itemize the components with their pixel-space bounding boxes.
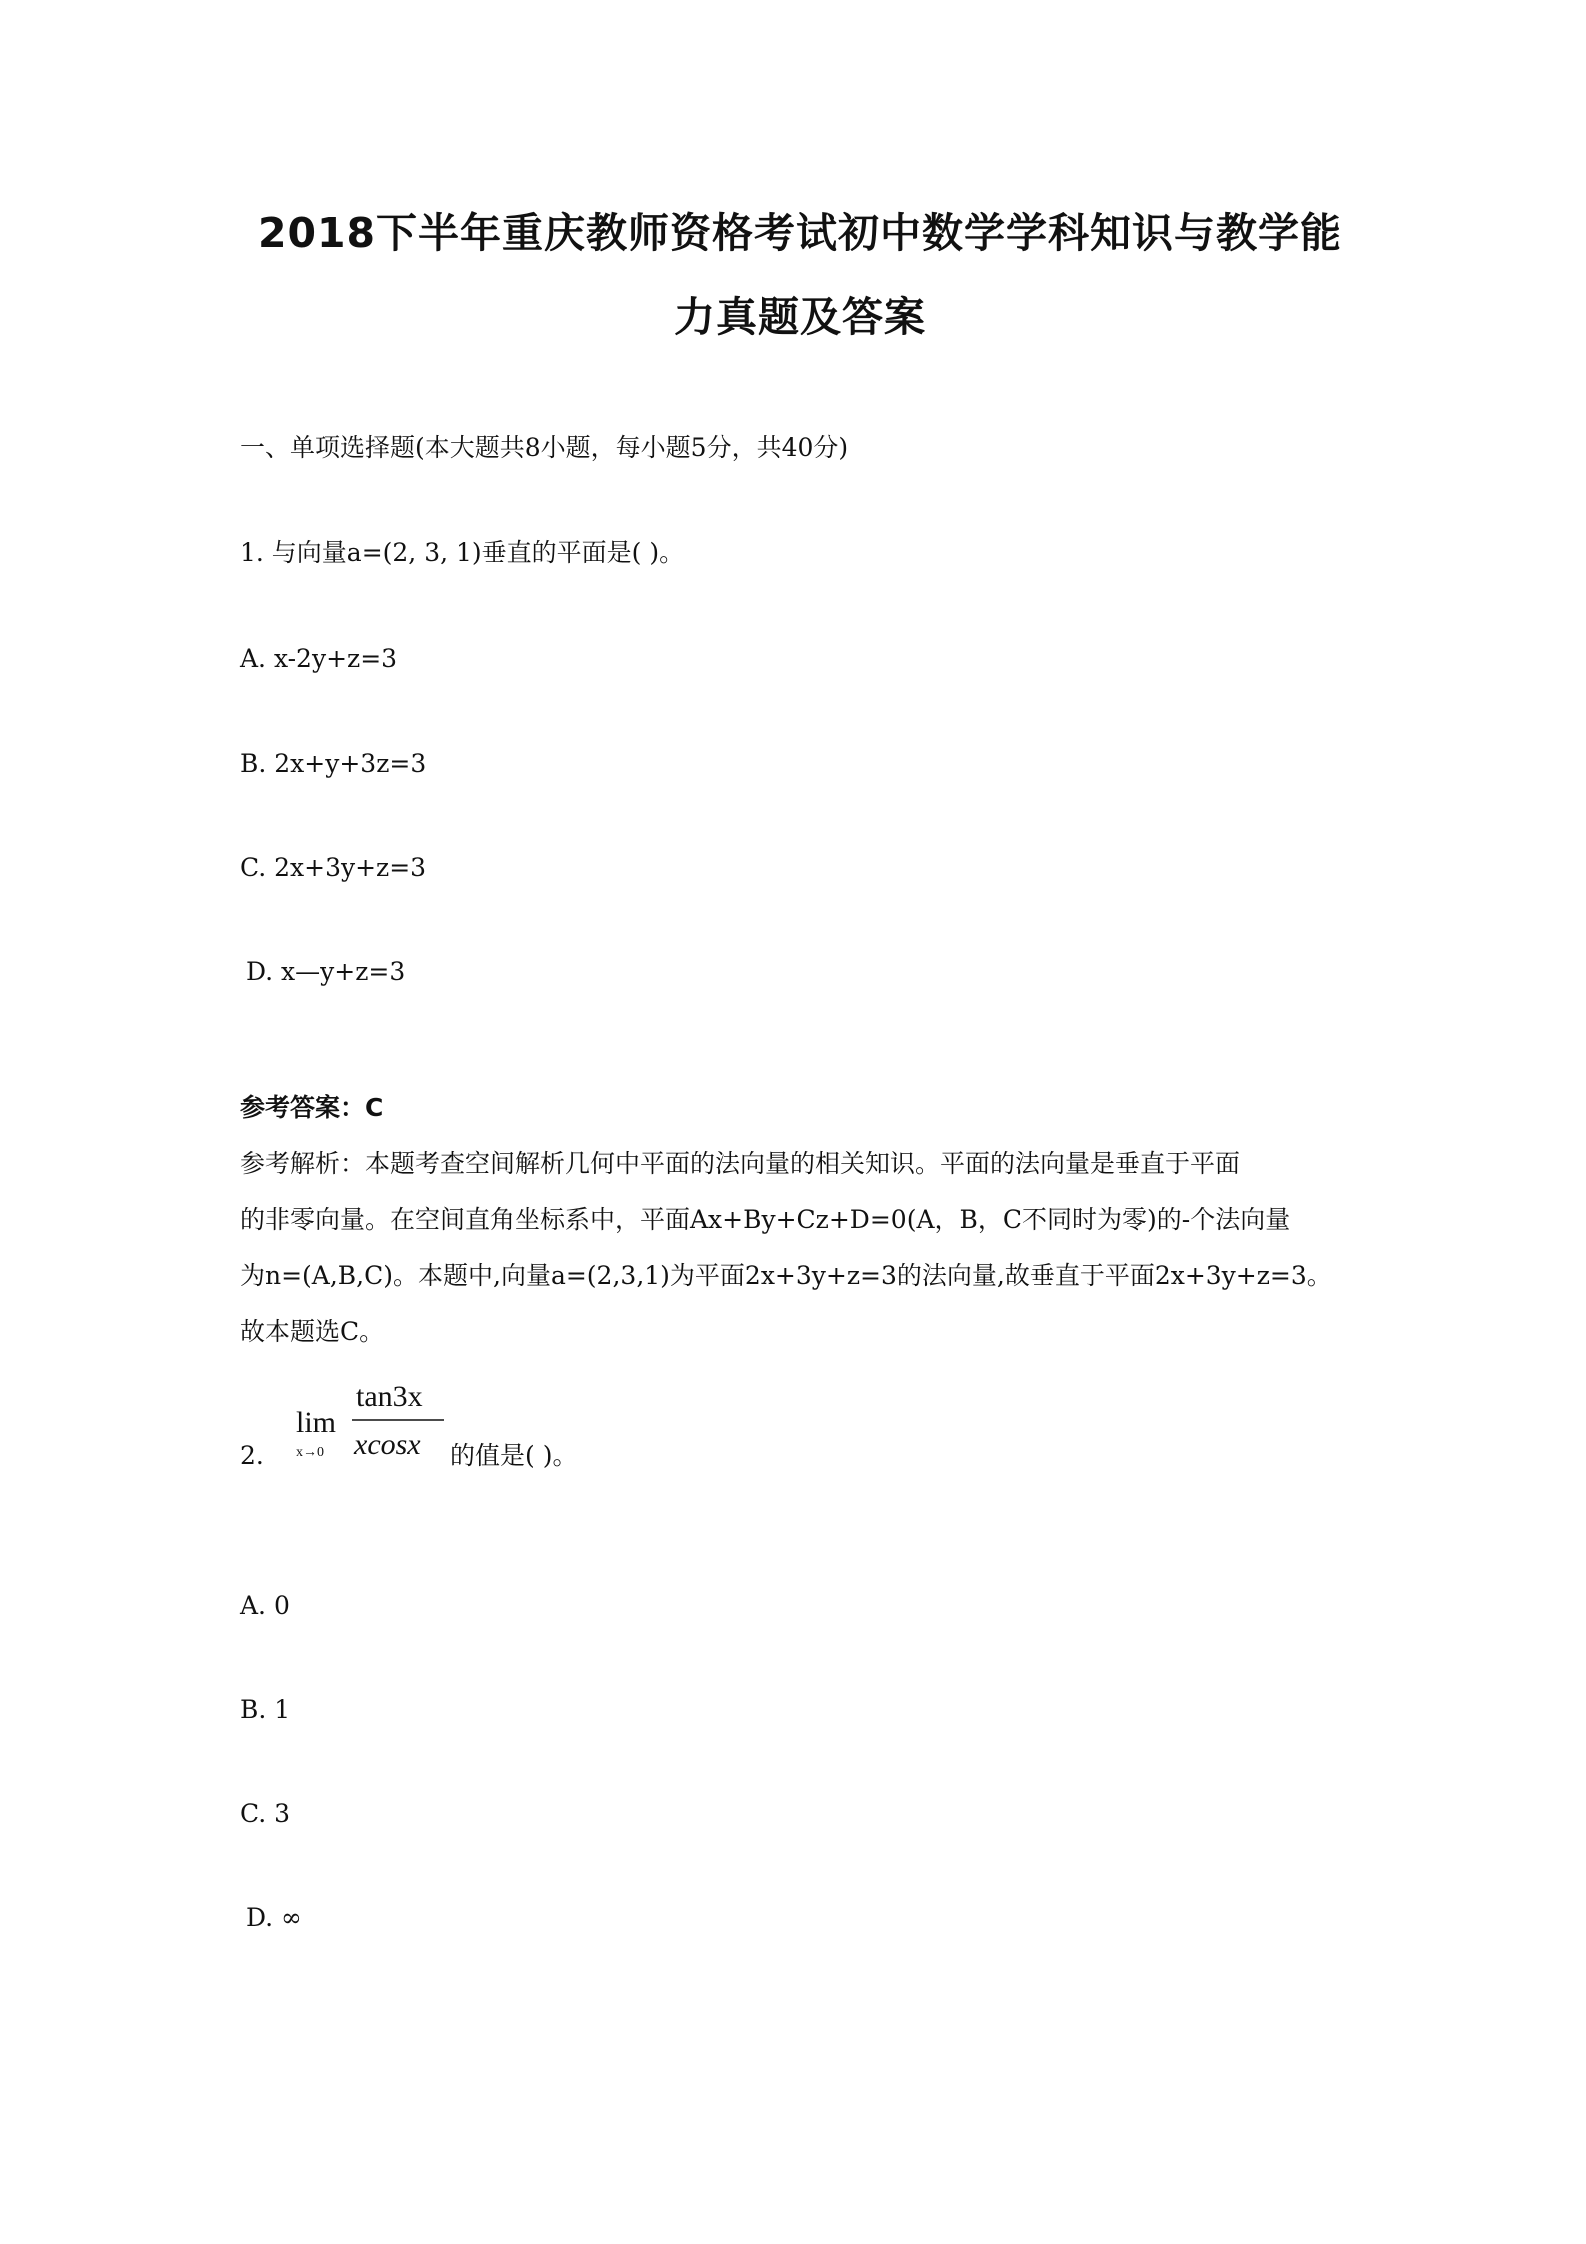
question-1-answer: 参考答案：C (240, 1093, 384, 1122)
question-1-option-d: D. x—y+z=3 (246, 957, 406, 986)
question-1-analysis (240, 1136, 1365, 1360)
section-heading: 一、单项选择题(本大题共8小题，每小题5分，共40分) (240, 433, 849, 462)
question-2-option-c: C. 3 (240, 1799, 291, 1828)
formula-lim: lim (296, 1406, 337, 1439)
question-2-stem (240, 1370, 640, 1480)
question-2-option-d: D. ∞ (246, 1903, 302, 1932)
question-1-option-a: A. x-2y+z=3 (240, 644, 398, 673)
formula-numerator: tan3x (356, 1380, 423, 1413)
question-2-tail: 的值是( )。 (450, 1441, 578, 1470)
analysis-line-3: 为n=(A,B,C)。本题中,向量a=(2,3,1)为平面2x+3y+z=3的法向量,故垂直于平面2x+3y+z=3。 (240, 1261, 1332, 1290)
question-2-option-b: B. 1 (240, 1695, 291, 1724)
question-1-option-b: B. 2x+y+3z=3 (240, 749, 427, 778)
question-2-option-a: A. 0 (240, 1591, 290, 1620)
document-title-line-1: 2018下半年重庆教师资格考试初中数学学科知识与教学能 (257, 209, 1343, 257)
question-2-number: 2. (240, 1441, 264, 1470)
question-1-option-c: C. 2x+3y+z=3 (240, 853, 427, 882)
analysis-line-4: 故本题选C。 (240, 1317, 385, 1346)
question-1-stem: 1. 与向量a=(2, 3, 1)垂直的平面是( )。 (240, 538, 685, 567)
analysis-line-2: 的非零向量。在空间直角坐标系中，平面Ax+By+Cz+D=0(A，B，C不同时为零)的-个法向量 (240, 1205, 1291, 1234)
analysis-line-1: 参考解析：本题考查空间解析几何中平面的法向量的相关知识。平面的法向量是垂直于平面 (240, 1149, 1241, 1178)
formula-sub: x→0 (296, 1445, 324, 1460)
formula-denominator: xcosx (354, 1428, 421, 1461)
document-title-line-2: 力真题及答案 (674, 293, 926, 341)
limit-formula (290, 1370, 450, 1470)
